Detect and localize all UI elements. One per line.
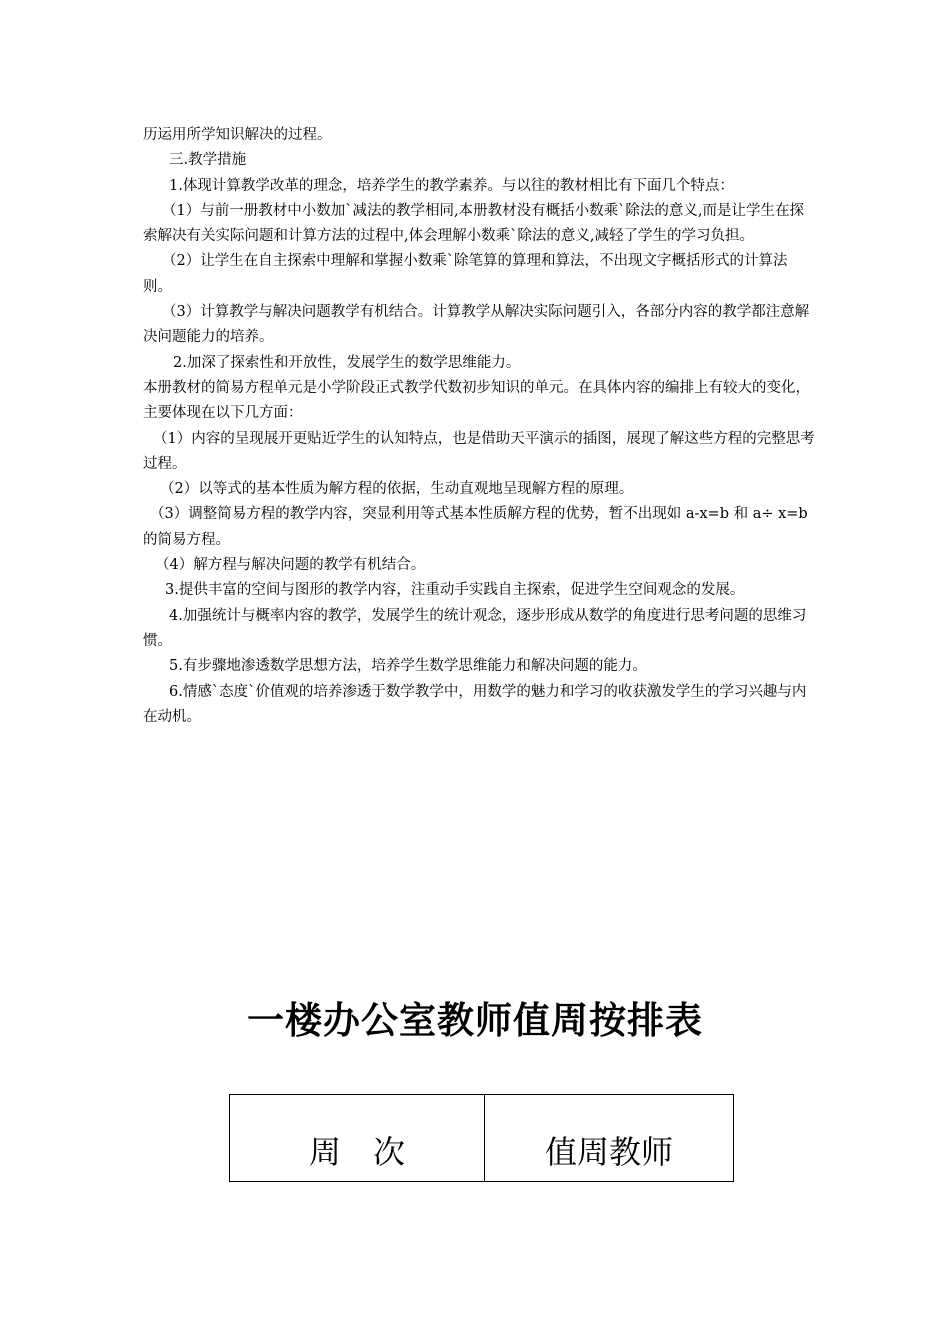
paragraph: 本册教材的简易方程单元是小学阶段正式教学代数初步知识的单元。在具体内容的编排上有较大的变化，主要体现在以下几方面： xyxy=(143,379,810,422)
paragraph: （3）调整简易方程的教学内容，突显利用等式基本性质解方程的优势，暂不出现如 a-x=b 和 a÷ x=b 的简易方程。 xyxy=(143,506,808,548)
paragraph: （2）以等式的基本性质为解方程的依据，生动直观地呈现解方程的原理。 xyxy=(160,481,634,498)
paragraph: 3.提供丰富的空间与图形的教学内容，注重动手实践自主探索，促进学生空间观念的发展。 xyxy=(165,582,745,599)
schedule-table xyxy=(229,1094,734,1182)
paragraph: （1）内容的呈现展开更贴近学生的认知特点，也是借助天平演示的插图，展现了解这些方程的完整思考过程。 xyxy=(143,430,815,472)
paragraph: 历运用所学知识解决的过程。 xyxy=(143,127,332,143)
paragraph: 1.体现计算教学改革的理念，培养学生的教学素养。与以往的教材相比有下面几个特点： xyxy=(169,177,734,194)
paragraph: 6.情感`态度`价值观的培养渗透于数学教学中，用数学的魅力和学习的收获激发学生的学习兴趣与内在动机。 xyxy=(143,683,807,725)
schedule-title: 一楼办公室教师值周按排表 xyxy=(247,999,703,1042)
paragraph: （3）计算教学与解决问题教学有机结合。计算教学从解决实际问题引入，各部分内容的教学都注意解决问题能力的培养。 xyxy=(143,304,810,346)
paragraph: （4）解方程与解决问题的教学有机结合。 xyxy=(155,557,426,574)
paragraph: 5.有步骤地渗透数学思想方法，培养学生数学思维能力和解决问题的能力。 xyxy=(169,658,647,675)
paragraph: 2.加深了探索性和开放性，发展学生的数学思维能力。 xyxy=(173,354,521,371)
table-header-row xyxy=(230,1095,734,1182)
section-heading: 三.教学措施 xyxy=(169,152,247,169)
paragraph: （1）与前一册教材中小数加`减法的教学相同,本册教材没有概括小数乘`除法的意义,而是让学生在探索解决有关实际问题和计算方法的过程中,体会理解小数乘`除法的意义,减轻了学生的学习负担。 xyxy=(143,202,804,245)
paragraph: （2）让学生在自主探索中理解和掌握小数乘`除笔算的算理和算法，不出现文字概括形式的计算法则。 xyxy=(143,253,788,295)
paragraph: 4.加强统计与概率内容的教学，发展学生的统计观念，逐步形成从数学的角度进行思考问题的思维习惯。 xyxy=(143,607,807,649)
body-text xyxy=(143,123,815,730)
week-column-header: 周 次 xyxy=(230,1095,485,1182)
teacher-column-header: 值周教师 xyxy=(485,1095,734,1182)
